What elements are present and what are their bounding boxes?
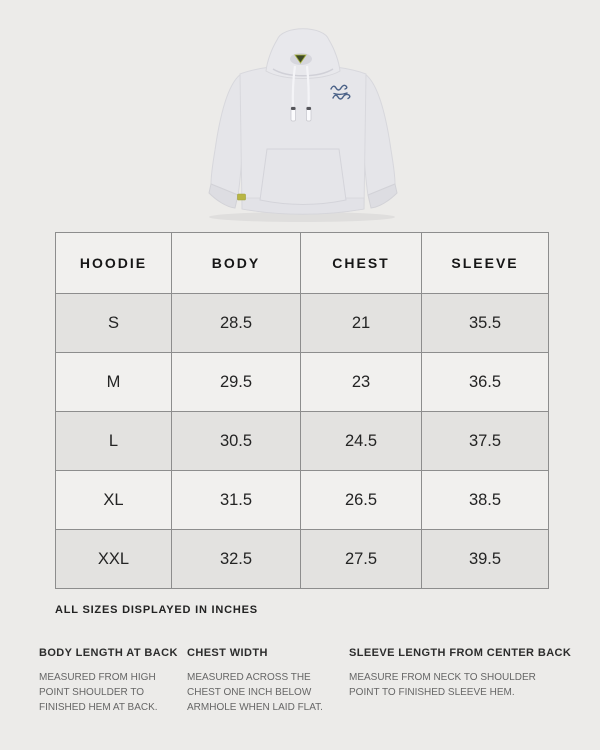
size-label: XXL — [56, 530, 172, 589]
body-value: 30.5 — [172, 412, 301, 471]
body-value: 28.5 — [172, 294, 301, 353]
definition-description: MEASURED FROM HIGH POINT SHOULDER TO FINISHED HEM AT BACK. — [39, 672, 158, 713]
hoodie-pocket — [260, 149, 346, 205]
body-value: 29.5 — [172, 353, 301, 412]
units-note: ALL SIZES DISPLAYED IN INCHES — [55, 604, 258, 616]
definition-description: MEASURED ACROSS THE CHEST ONE INCH BELOW ARMHOLE WHEN LAID FLAT. — [187, 672, 323, 713]
chest-value: 26.5 — [301, 471, 422, 530]
col-header-chest: CHEST — [301, 233, 422, 294]
size-chart-table — [55, 232, 549, 589]
definition-title: SLEEVE LENGTH FROM CENTER BACK — [349, 647, 572, 659]
size-chart-header — [56, 233, 549, 294]
table-row-xxl — [56, 530, 549, 589]
definition-title: CHEST WIDTH — [187, 647, 268, 659]
col-header-body: BODY — [172, 233, 301, 294]
chest-value: 24.5 — [301, 412, 422, 471]
definition-description: MEASURE FROM NECK TO SHOULDER POINT TO FINISHED SLEEVE HEM. — [349, 672, 536, 698]
sleeve-value: 38.5 — [422, 471, 549, 530]
size-label: S — [56, 294, 172, 353]
definition-chest-width — [187, 647, 335, 715]
sleeve-value: 36.5 — [422, 353, 549, 412]
size-label: M — [56, 353, 172, 412]
definition-body-length — [39, 647, 178, 715]
chest-value: 23 — [301, 353, 422, 412]
col-header-hoodie: HOODIE — [56, 233, 172, 294]
sleeve-value: 37.5 — [422, 412, 549, 471]
body-value: 31.5 — [172, 471, 301, 530]
table-row-m — [56, 353, 549, 412]
hem-tag — [238, 194, 246, 200]
table-row-s — [56, 294, 549, 353]
definition-sleeve-length — [349, 647, 572, 715]
col-header-sleeve: SLEEVE — [422, 233, 549, 294]
definition-title: BODY LENGTH AT BACK — [39, 647, 178, 659]
sleeve-value: 35.5 — [422, 294, 549, 353]
hoodie-illustration — [183, 10, 423, 225]
product-photo-section — [0, 0, 600, 232]
sleeve-value: 39.5 — [422, 530, 549, 589]
body-value: 32.5 — [172, 530, 301, 589]
table-row-xl — [56, 471, 549, 530]
size-label: XL — [56, 471, 172, 530]
chest-value: 21 — [301, 294, 422, 353]
size-label: L — [56, 412, 172, 471]
chest-value: 27.5 — [301, 530, 422, 589]
measurement-definitions — [39, 647, 600, 715]
table-row-l — [56, 412, 549, 471]
